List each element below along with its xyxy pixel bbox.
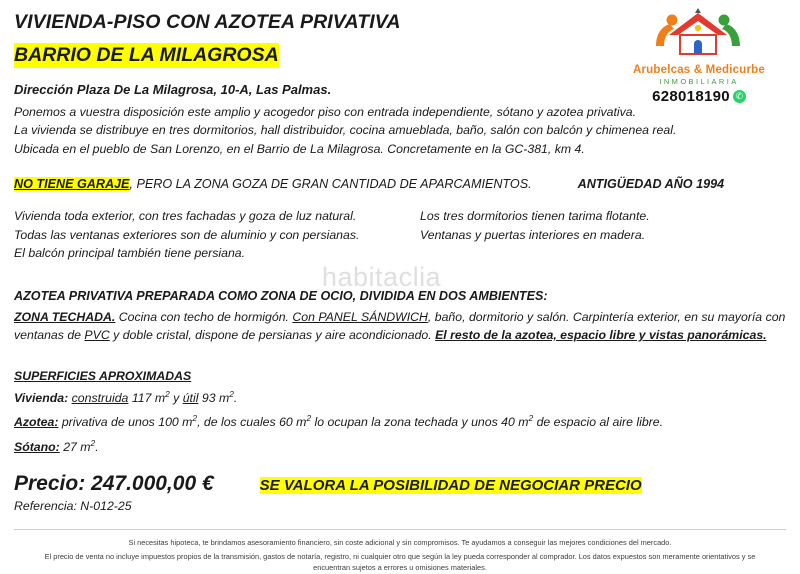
surface-vivienda-util-value: 93 $m^2$.: [201, 388, 238, 405]
surface-vivienda-label: Vivienda:: [14, 390, 69, 405]
surface-sotano-text: 27 $m^2$.: [63, 437, 99, 454]
feature-left-3: El balcón principal también tiene persiana.: [14, 246, 246, 261]
azotea-panel: Con PANEL SÁNDWICH: [292, 310, 428, 325]
azotea-text-b: , baño, dormitorio y salón. Carpintería exterior, en su mayoría con ventanas de: [14, 310, 786, 342]
surface-sotano-label: Sótano:: [14, 439, 60, 454]
surface-sotano: [14, 437, 786, 457]
logo-subtitle: INMOBILIARIA: [659, 77, 739, 86]
feature-left-1: Vivienda toda exterior, con tres fachadas y goza de luz natural.: [14, 209, 357, 224]
antiquity-label: ANTIGÜEDAD AÑO 1994: [577, 177, 725, 192]
surface-azotea-text: privativa de unos 100 $m^2$, de los cuales 60 $m^2$ lo ocupan la zona techada y unos 40 $m^2$ de espacio al aire libre.: [61, 413, 664, 430]
surfaces-heading: SUPERFICIES APROXIMADAS: [14, 368, 192, 383]
logo-phone[interactable]: 628018190: [652, 88, 730, 105]
azotea-description: [14, 309, 786, 345]
feature-right-1: Los tres dormitorios tienen tarima flotante.: [420, 209, 650, 224]
surface-azotea-label: Azotea:: [14, 415, 59, 430]
reference-code: Referencia: N-012-25: [14, 499, 132, 514]
whatsapp-icon[interactable]: ✆: [733, 90, 746, 103]
property-address: Dirección Plaza De La Milagrosa, 10-A, Las Palmas.: [14, 81, 332, 97]
feature-left-2: Todas las ventanas exteriores son de aluminio y con persianas.: [14, 227, 360, 242]
surface-vivienda: [14, 388, 786, 408]
intro-line-2: La vivienda se distribuye en tres dormitorios, hall distribuidor, cocina amueblada, baño, salón con balcón y chimenea real.: [14, 123, 677, 138]
footer-divider: [14, 529, 786, 530]
page-title: [14, 10, 674, 68]
intro-line-1: Ponemos a vuestra disposición este amplio y acogedor piso con entrada independiente, sótano y azotea privativa.: [14, 104, 637, 119]
footer-note-2: El precio de venta no incluye impuestos propios de la transmisión, gastos de notaría, registro, ni cualquier otro que según la ley pueda corresponder al comprador. Los datos expuestos son meramente orientativos y se encuentran sujetos a errores u omisiones materiales.: [44, 551, 756, 573]
footer-note-1: Si necesitas hipoteca, te brindamos asesoramiento financiero, sin coste adicional y sin compromisos. Te ayudamos a conseguir las mejores condiciones del mercado.: [128, 538, 672, 548]
azotea-text-c: y doble cristal, dispone de persianas y aire acondicionado.: [109, 328, 436, 342]
negotiate-banner: SE VALORA LA POSIBILIDAD DE NEGOCIAR PRECIO: [259, 477, 642, 495]
surface-vivienda-construida-value: 117 $m^2$ y: [131, 388, 183, 405]
company-logo: [614, 6, 784, 106]
surface-vivienda-construida-label: construida: [71, 390, 129, 405]
intro-line-3: Ubicada en el pueblo de San Lorenzo, en el Barrio de La Milagrosa. Concretamente en la GC-381, km 4.: [14, 141, 585, 156]
azotea-zona-label: ZONA TECHADA.: [14, 310, 116, 325]
surface-azotea: [14, 412, 786, 432]
title-line-2: BARRIO DE LA MILAGROSA: [14, 44, 279, 67]
feature-right-2: Ventanas y puertas interiores en madera.: [420, 227, 646, 242]
watermark: habitaclia: [322, 262, 442, 292]
price-row: [14, 472, 786, 496]
features-columns: [14, 207, 786, 263]
price-label: Precio: 247.000,00 €: [14, 472, 214, 496]
garage-note: [14, 177, 786, 191]
logo-mark-icon: [614, 6, 784, 62]
garage-rest: , PERO LA ZONA GOZA DE GRAN CANTIDAD DE APARCAMIENTOS.: [129, 177, 532, 192]
features-right-column: [420, 207, 780, 263]
title-line-1: VIVIENDA-PISO CON AZOTEA PRIVATIVA: [14, 11, 401, 33]
surface-vivienda-util-label: útil: [182, 390, 199, 405]
no-garage-highlight: NO TIENE GARAJE: [14, 177, 130, 192]
azotea-pvc: PVC: [84, 328, 110, 342]
house-logo-svg: [614, 6, 784, 62]
logo-company-name: Arubelcas & Medicurbe: [632, 64, 765, 76]
features-left-column: [14, 207, 420, 263]
azotea-heading: AZOTEA PRIVATIVA PREPARADA COMO ZONA DE OCIO, DIVIDIDA EN DOS AMBIENTES:: [14, 289, 548, 304]
azotea-resto: El resto de la azotea, espacio libre y vistas panorámicas.: [435, 328, 767, 342]
azotea-text-a: Cocina con techo de hormigón.: [115, 310, 293, 325]
